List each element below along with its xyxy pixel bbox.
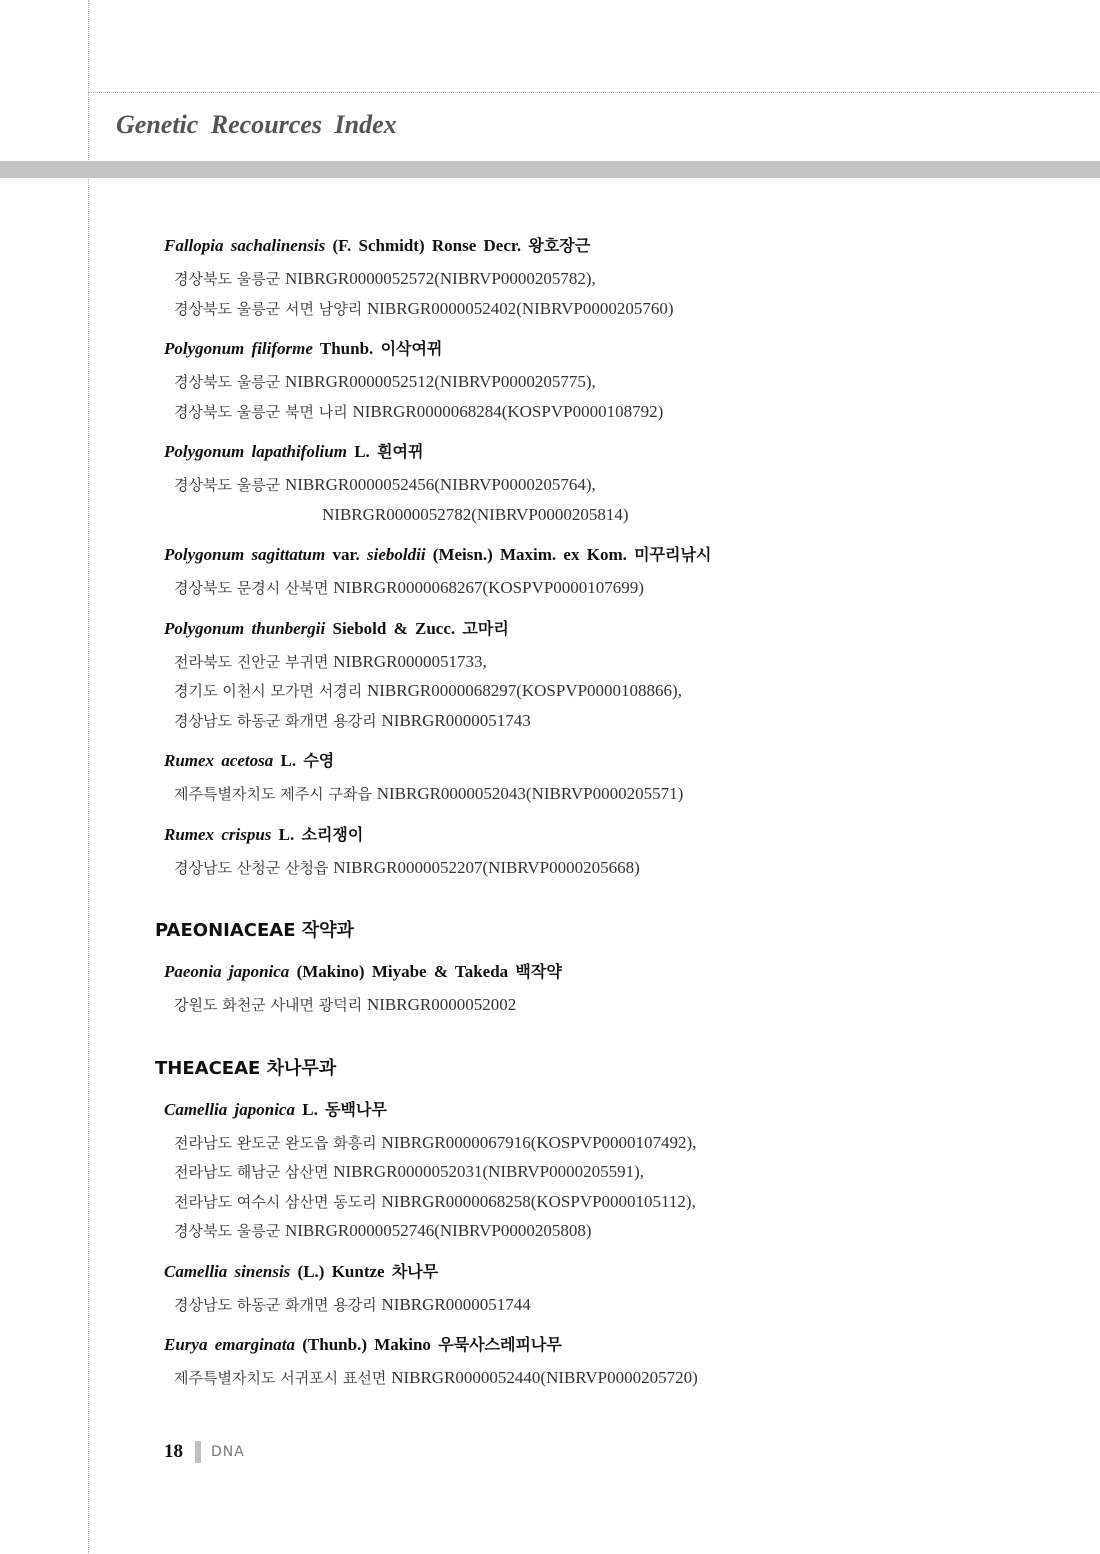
species-korean-name: 소리쟁이	[301, 824, 364, 844]
record-accession-code: NIBRGR0000067916(KOSPVP0000107492),	[381, 1132, 697, 1152]
species-korean-name: 왕호장근	[528, 236, 591, 255]
record-accession-code: NIBRGR0000052031(NIBRVP0000205591),	[333, 1162, 645, 1181]
species-entry	[164, 331, 1100, 434]
running-header-title: Genetic Recources Index	[116, 110, 397, 139]
species-entry	[164, 1327, 1100, 1401]
record-accession-code: NIBRGR0000052782(NIBRVP0000205814)	[322, 504, 629, 524]
species-author: L.	[278, 824, 295, 844]
record-accession-code: NIBRGR0000052043(NIBRVP0000205571)	[376, 784, 684, 803]
species-author: (L.) Kuntze	[297, 1261, 385, 1281]
family-heading: PAEONIACEAE 작약과	[155, 920, 354, 941]
species-genus: Rumex	[164, 751, 215, 770]
record-location: 경상북도 문경시 산북면	[174, 579, 329, 597]
species-korean-name: 수영	[303, 751, 335, 770]
species-genus: Polygonum	[164, 618, 245, 638]
species-genus: Polygonum	[164, 339, 245, 358]
species-author: L.	[354, 442, 370, 461]
record-accession-code: NIBRGR0000052746(NIBRVP0000205808)	[284, 1221, 592, 1240]
record-accession-code: NIBRGR0000052440(NIBRVP0000205720)	[391, 1368, 698, 1387]
species-entry	[164, 537, 1100, 611]
record-location: 제주특별자치도 제주시 구좌읍	[174, 785, 372, 803]
species-name	[164, 954, 1100, 990]
collection-record	[164, 990, 1100, 1020]
page-footer	[164, 1439, 245, 1465]
collection-record	[164, 676, 1100, 706]
record-location: 경상북도 울릉군	[174, 270, 281, 288]
record-location: 경상북도 울릉군 서면 남양리	[174, 299, 363, 318]
species-name	[164, 743, 1100, 779]
collection-record	[164, 470, 1100, 500]
record-location: 경기도 이천시 모가면 서경리	[174, 682, 363, 700]
entry-spacer	[164, 1246, 1100, 1254]
entry-spacer	[164, 809, 1100, 817]
species-entry	[164, 228, 1100, 331]
record-location: 경상남도 하동군 화개면 용강리	[174, 1295, 377, 1314]
species-epithet: emarginata	[214, 1335, 296, 1354]
species-epithet: japonica	[234, 1099, 295, 1119]
header-dotted-horizontal-line	[88, 92, 1100, 93]
species-korean-name: 차나무	[391, 1261, 439, 1281]
species-author: Thunb.	[319, 339, 374, 358]
record-accession-code: NIBRGR0000052572(NIBRVP0000205782),	[284, 269, 596, 288]
species-author: L.	[302, 1099, 318, 1119]
record-location: 전라남도 해남군 삼산면	[174, 1163, 329, 1181]
collection-record	[164, 647, 1100, 677]
entry-spacer	[164, 426, 1100, 434]
entry-spacer	[164, 529, 1100, 537]
species-entry	[164, 1092, 1100, 1254]
index-content	[0, 228, 1100, 1401]
record-location: 전라남도 완도군 완도읍 화흥리	[174, 1133, 377, 1152]
collection-record	[164, 500, 1100, 530]
collection-record	[164, 573, 1100, 603]
species-korean-name: 백작약	[515, 962, 562, 981]
record-accession-code: NIBRGR0000052402(NIBRVP0000205760)	[366, 298, 674, 318]
collection-record	[164, 367, 1100, 397]
record-accession-code: NIBRGR0000051733,	[333, 651, 487, 671]
species-name	[164, 331, 1100, 367]
record-location: 경상북도 울릉군	[174, 1222, 281, 1240]
record-accession-code: NIBRGR0000052512(NIBRVP0000205775),	[284, 372, 596, 391]
footer-label: DNA	[211, 1444, 245, 1460]
entry-spacer	[164, 603, 1100, 611]
species-author: (Meisn.) Maxim. ex Kom.	[432, 545, 627, 564]
species-author: (Thunb.) Makino	[302, 1335, 431, 1354]
species-korean-name: 이삭여뀌	[380, 339, 443, 358]
species-name	[164, 537, 1100, 573]
entry-spacer	[164, 1319, 1100, 1327]
species-epithet: sagittatum	[251, 545, 326, 564]
record-location: 경상남도 하동군 화개면 용강리	[174, 711, 377, 730]
species-name	[164, 1327, 1100, 1363]
collection-record	[164, 1363, 1100, 1393]
record-location: 제주특별자치도 서귀포시 표선면	[174, 1369, 387, 1387]
species-author: (Makino) Miyabe & Takeda	[296, 962, 509, 981]
collection-record	[164, 397, 1100, 427]
collection-record	[164, 1128, 1100, 1158]
collection-record	[164, 264, 1100, 294]
species-name	[164, 1092, 1100, 1128]
entry-spacer	[164, 1020, 1100, 1028]
record-accession-code: NIBRGR0000052002	[366, 995, 517, 1014]
species-genus: Fallopia	[164, 236, 224, 255]
species-epithet: thunbergii	[251, 618, 326, 638]
species-epithet: filiforme	[251, 339, 313, 358]
record-location: 전라남도 여수시 삼산면 동도리	[174, 1192, 377, 1211]
species-author: Siebold & Zucc.	[332, 618, 456, 638]
species-rank: var.	[332, 545, 360, 564]
footer-divider-bar	[195, 1441, 201, 1463]
record-accession-code: NIBRGR0000068297(KOSPVP0000108866),	[366, 681, 682, 700]
header-gray-bar	[0, 161, 1100, 178]
species-name	[164, 817, 1100, 853]
record-location: 경상북도 울릉군 북면 나리	[174, 402, 348, 421]
species-entry	[164, 817, 1100, 891]
species-entry	[164, 611, 1100, 744]
species-epithet: lapathifolium	[251, 442, 347, 461]
species-genus: Eurya	[164, 1335, 208, 1354]
record-location: 경상북도 울릉군	[174, 476, 281, 494]
species-korean-name: 동백나무	[325, 1099, 387, 1119]
collection-record	[164, 853, 1100, 883]
species-name	[164, 228, 1100, 264]
collection-record	[164, 294, 1100, 324]
species-genus: Camellia	[164, 1099, 228, 1119]
species-epithet: sachalinensis	[230, 236, 326, 255]
species-name	[164, 611, 1100, 647]
species-epithet: sinensis	[234, 1261, 291, 1281]
record-location: 경상북도 울릉군	[174, 373, 281, 391]
collection-record	[164, 1216, 1100, 1246]
record-accession-code: NIBRGR0000068284(KOSPVP0000108792)	[352, 401, 664, 421]
collection-record	[164, 1290, 1100, 1320]
record-accession-code: NIBRGR0000068267(KOSPVP0000107699)	[333, 578, 644, 597]
species-korean-name: 흰여뀌	[377, 442, 424, 461]
record-accession-code: NIBRGR0000051743	[381, 710, 531, 730]
species-epithet: crispus	[221, 824, 272, 844]
species-korean-name: 우묵사스레피나무	[438, 1335, 562, 1354]
species-name	[164, 434, 1100, 470]
species-entry	[164, 434, 1100, 537]
species-genus: Polygonum	[164, 545, 245, 564]
entry-spacer	[164, 735, 1100, 743]
species-genus: Polygonum	[164, 442, 245, 461]
collection-record	[164, 706, 1100, 736]
collection-record	[164, 1187, 1100, 1217]
entry-spacer	[164, 1393, 1100, 1401]
record-location: 전라북도 진안군 부귀면	[174, 652, 329, 671]
collection-record	[164, 1157, 1100, 1187]
entry-spacer	[164, 882, 1100, 890]
record-accession-code: NIBRGR0000051744	[381, 1294, 531, 1314]
species-genus: Paeonia	[164, 962, 222, 981]
record-accession-code: NIBRGR0000068258(KOSPVP0000105112),	[381, 1191, 696, 1211]
collection-record	[164, 779, 1100, 809]
species-infra-epithet: sieboldii	[366, 545, 426, 564]
family-heading: THEACEAE 차나무과	[155, 1057, 337, 1079]
species-entry	[164, 954, 1100, 1028]
species-author: L.	[280, 751, 297, 770]
record-location: 경상남도 산청군 산청읍	[174, 858, 329, 877]
record-accession-code: NIBRGR0000052456(NIBRVP0000205764),	[284, 475, 596, 494]
entry-spacer	[164, 323, 1100, 331]
page-number: 18	[164, 1441, 183, 1462]
species-epithet: japonica	[228, 962, 290, 981]
species-name	[164, 1254, 1100, 1290]
record-location: 강원도 화천군 사내면 광덕리	[174, 996, 363, 1014]
species-korean-name: 미꾸리낚시	[634, 545, 712, 564]
record-accession-code: NIBRGR0000052207(NIBRVP0000205668)	[333, 857, 640, 877]
species-entry	[164, 743, 1100, 817]
species-epithet: acetosa	[221, 751, 274, 770]
species-author: (F. Schmidt) Ronse Decr.	[332, 236, 522, 255]
species-korean-name: 고마리	[462, 618, 509, 638]
species-entry	[164, 1254, 1100, 1328]
species-genus: Rumex	[164, 824, 215, 844]
species-genus: Camellia	[164, 1261, 228, 1281]
